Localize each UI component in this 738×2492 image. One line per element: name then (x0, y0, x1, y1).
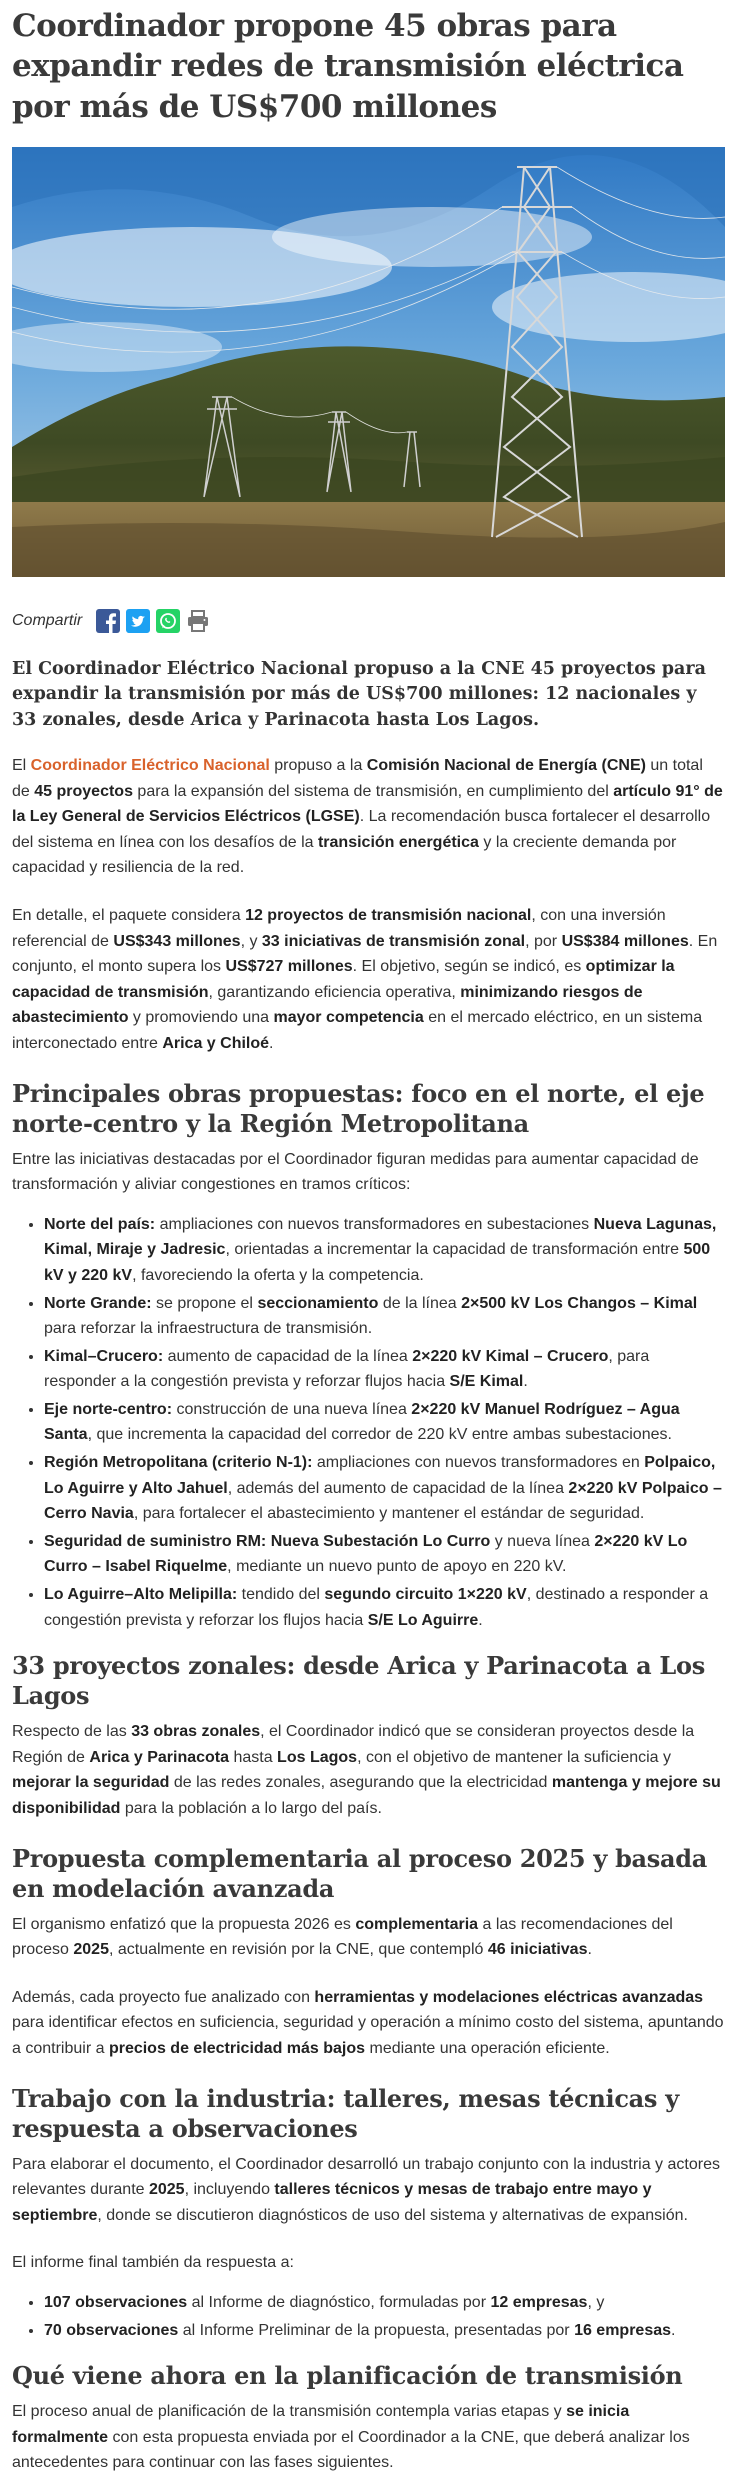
paragraph-intro: El Coordinador Eléctrico Nacional propuso a la Comisión Nacional de Energía (CNE) un total de 45 proyectos para la expansión del sistema de transmisión, en cumplimiento del artículo 91° de la Ley General de Servicios Eléctricos (LGSE). La recomendación busca fortalecer el desarrollo del sistema en línea con los desafíos de la transición energética y la creciente demanda por capacidad y resiliencia de la red. (12, 757, 723, 877)
list-item: • Norte Grande: se propone el seccionamiento de la línea 2×500 kV Los Changos – Kimal para reforzar la infraestructura de transmisión. (44, 1291, 725, 1342)
section-heading-propuesta-complementaria: Propuesta complementaria al proceso 2025 y basada en modelación avanzada (12, 1843, 707, 1903)
section-heading-proyectos-zonales: 33 proyectos zonales: desde Arica y Parinacota a Los Lagos (12, 1651, 705, 1711)
list-item: • Región Metropolitana (criterio N-1): ampliaciones con nuevos transformadores en Polpaico, Lo Aguirre y Alto Jahuel, además del aumento de capacidad de la línea 2×220 kV Polpaico – Cerro Navia, para fortalecer el abastecimiento y mantener el estándar de seguridad. (44, 1450, 725, 1527)
list-item: • 107 observaciones al Informe de diagnóstico, formuladas por 12 empresas, y (44, 2290, 725, 2316)
paragraph-industria: Para elaborar el documento, el Coordinador desarrolló un trabajo conjunto con la industria y actores relevantes durante 2025, incluyendo talleres técnicos y mesas de trabajo entre mayo y septiembre, donde se discutieron diagnósticos de uso del sistema y alternativas de expansión. (12, 2155, 720, 2224)
article-title: Coordinador propone 45 obras para expandir redes de transmisión eléctrica por más de US$700 millones (12, 8, 684, 125)
article (0, 6, 738, 2482)
paragraph-obras-intro: Entre las iniciativas destacadas por el Coordinador figuran medidas para aumentar capacidad de transformación y aliviar congestiones en tramos críticos: (12, 1150, 699, 1194)
paragraph-detail: En detalle, el paquete considera 12 proyectos de transmisión nacional, con una inversión referencial de US$343 millones, y 33 iniciativas de transmisión zonal, por US$384 millones. En conjunto, el monto supera los US$727 millones. El objetivo, según se indicó, es optimizar la capacidad de transmisión, garantizando eficiencia operativa, minimizando riesgos de abastecimiento y promoviendo una mayor competencia en el mercado eléctrico, en un sistema interconectado entre Arica y Chiloé. (12, 906, 718, 1052)
whatsapp-icon[interactable] (156, 609, 180, 633)
hero-image-transmission-towers (12, 147, 725, 577)
share-label: Compartir (12, 612, 83, 630)
paragraph-modelacion: Además, cada proyecto fue analizado con herramientas y modelaciones eléctricas avanzadas para identificar efectos en suficiencia, seguridad y operación a mínimo costo del sistema, apuntando a contribuir a precios de electricidad más bajos mediante una operación eficiente. (12, 1988, 724, 2057)
article-lead: El Coordinador Eléctrico Nacional propuso a la CNE 45 proyectos para expandir la transmisión por más de US$700 millones: 12 nacionales y 33 zonales, desde Arica y Parinacota hasta Los Lagos. (12, 658, 706, 730)
twitter-icon[interactable] (126, 609, 150, 633)
section-heading-principales-obras: Principales obras propuestas: foco en el norte, el eje norte-centro y la Región Metropolitana (12, 1078, 705, 1138)
list-item: • Norte del país: ampliaciones con nuevos transformadores en subestaciones Nueva Lagunas, Kimal, Miraje y Jadresic, orientadas a incrementar la capacidad de transformación entre 500 kV y 220 kV, favoreciendo la oferta y la competencia. (44, 1212, 725, 1289)
list-item: • Eje norte-centro: construcción de una nueva línea 2×220 kV Manuel Rodríguez – Agua Santa, que incrementa la capacidad del corredor de 220 kV entre ambas subestaciones. (44, 1397, 725, 1448)
facebook-icon[interactable] (96, 609, 120, 633)
list-item: • 70 observaciones al Informe Preliminar de la propuesta, presentadas por 16 empresas. (44, 2318, 725, 2344)
print-icon[interactable] (186, 609, 210, 633)
coordinador-link[interactable]: Coordinador Eléctrico Nacional (30, 757, 270, 775)
list-item: • Lo Aguirre–Alto Melipilla: tendido del segundo circuito 1×220 kV, destinado a responder a congestión prevista y reforzar los flujos hacia S/E Lo Aguirre. (44, 1582, 725, 1633)
share-bar (12, 607, 725, 635)
section-heading-trabajo-industria: Trabajo con la industria: talleres, mesas técnicas y respuesta a observaciones (12, 2083, 679, 2143)
paragraph-zonales: Respecto de las 33 obras zonales, el Coordinador indicó que se consideran proyectos desde la Región de Arica y Parinacota hasta Los Lagos, con el objetivo de mantener la suficiencia y mejorar la seguridad de las redes zonales, asegurando que la electricidad mantenga y mejore su disponibilidad para la población a lo largo del país. (12, 1723, 721, 1818)
list-item: • Kimal–Crucero: aumento de capacidad de la línea 2×220 kV Kimal – Crucero, para responder a la congestión prevista y reforzar flujos hacia S/E Kimal. (44, 1344, 725, 1395)
section-heading-que-viene: Qué viene ahora en la planificación de transmisión (12, 2361, 683, 2391)
obras-list (12, 1212, 725, 1634)
paragraph-que-viene: El proceso anual de planificación de la transmisión contempla varias etapas y se inicia formalmente con esta propuesta enviada por el Coordinador a la CNE, que deberá analizar los antecedentes para continuar con las fases siguientes. (12, 2403, 690, 2472)
list-item: • Seguridad de suministro RM: Nueva Subestación Lo Curro y nueva línea 2×220 kV Lo Curro – Isabel Riquelme, mediante un nuevo punto de apoyo en 220 kV. (44, 1529, 725, 1580)
paragraph-informe-final: El informe final también da respuesta a: (12, 2254, 294, 2272)
paragraph-complementaria: El organismo enfatizó que la propuesta 2026 es complementaria a las recomendaciones del proceso 2025, actualmente en revisión por la CNE, que contempló 46 iniciativas. (12, 1915, 673, 1959)
observaciones-list (12, 2290, 725, 2343)
